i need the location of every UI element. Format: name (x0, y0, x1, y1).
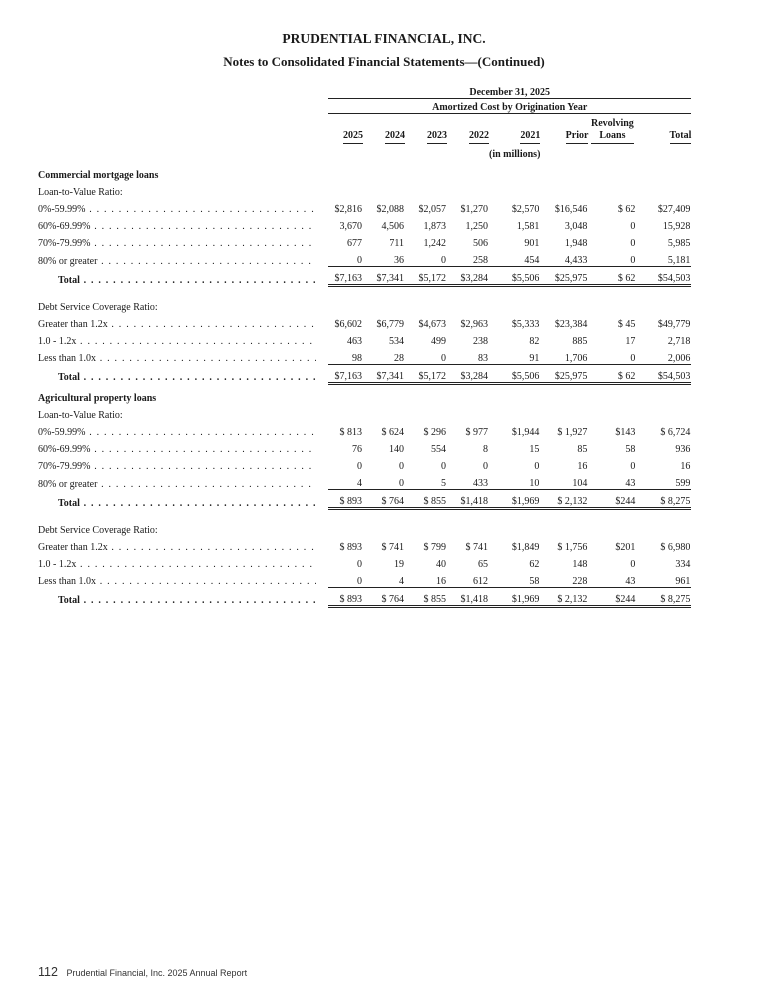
table-row (38, 536, 691, 553)
value-cell: $ 45 (617, 318, 636, 330)
value-cell: 36 (363, 249, 405, 267)
group-title: Debt Service Coverage Ratio: (38, 301, 158, 313)
group-title: Debt Service Coverage Ratio: (38, 524, 158, 536)
value-cell: 5 (405, 472, 447, 490)
row-label: 0%-59.99% . . . (38, 427, 316, 438)
value-cell: 10 (489, 472, 540, 490)
value-cell: 0 (357, 461, 362, 472)
table-row (38, 438, 691, 455)
value-cell: $2,963 (460, 318, 488, 330)
value-cell: $ 855 (405, 490, 447, 509)
value-cell: 8 (483, 444, 488, 455)
value-cell: 433 (447, 472, 489, 490)
table-row (38, 570, 691, 588)
value-cell: 463 (347, 335, 362, 347)
row-label: 70%-79.99% . . . (38, 238, 316, 249)
value-cell: 0 (405, 249, 447, 267)
value-cell: 4 (328, 472, 363, 490)
value-cell: $4,673 (418, 318, 446, 330)
value-cell: $ 624 (381, 427, 404, 438)
value-cell: 677 (347, 238, 362, 249)
value-cell: 599 (636, 472, 691, 490)
loan-credit-quality-table (38, 84, 691, 608)
value-cell: $201 (615, 541, 636, 553)
value-cell: 140 (389, 444, 404, 455)
value-cell: $ 8,275 (636, 587, 691, 606)
value-cell: 228 (540, 570, 588, 588)
total-row (38, 587, 691, 606)
value-cell: 0 (328, 570, 363, 588)
units-label: (in millions) (489, 149, 541, 160)
row-label: 80% or greater . . . (38, 256, 316, 267)
row-label: 60%-69.99% . . . (38, 221, 316, 232)
table-row (38, 455, 691, 472)
value-cell: $ 62 (588, 267, 636, 286)
value-cell: $ 977 (465, 427, 488, 438)
value-cell: $54,503 (636, 364, 691, 383)
column-header: Revolving Loans (588, 114, 636, 145)
value-cell: $16,546 (554, 204, 588, 215)
value-cell: $1,944 (511, 427, 540, 438)
value-cell: $1,418 (447, 587, 489, 606)
value-cell: $ 1,927 (557, 427, 588, 438)
value-cell: 76 (352, 444, 362, 455)
value-cell: $ 6,980 (660, 541, 691, 553)
value-cell: $ 799 (423, 541, 446, 553)
total-row (38, 267, 691, 286)
value-cell: 0 (483, 461, 488, 472)
value-cell: 43 (588, 570, 636, 588)
value-cell: 0 (534, 461, 540, 472)
row-label: 80% or greater . . . (38, 479, 316, 490)
value-cell: $7,341 (363, 267, 405, 286)
value-cell: $2,088 (376, 204, 404, 215)
value-cell: $ 62 (588, 364, 636, 383)
value-cell: $5,172 (405, 364, 447, 383)
value-cell: $1,969 (489, 490, 540, 509)
value-cell: 58 (489, 570, 540, 588)
value-cell: 15 (529, 444, 540, 455)
value-cell: $7,163 (328, 364, 363, 383)
value-cell: 506 (473, 238, 488, 249)
value-cell: 0 (588, 347, 636, 365)
group-title: Loan-to-Value Ratio: (38, 410, 123, 421)
value-cell: $5,172 (405, 267, 447, 286)
value-cell: 5,181 (636, 249, 691, 267)
value-cell: $25,975 (540, 267, 588, 286)
value-cell: $ 764 (363, 587, 405, 606)
value-cell: $1,418 (447, 490, 489, 509)
value-cell: $ 764 (363, 490, 405, 509)
value-cell: 238 (473, 335, 488, 347)
value-cell: 499 (431, 335, 446, 347)
row-label: 70%-79.99% . . . (38, 461, 316, 472)
value-cell: $ 6,724 (660, 427, 691, 438)
table-row (38, 421, 691, 438)
value-cell: $54,503 (636, 267, 691, 286)
table-row (38, 313, 691, 330)
column-header: 2024 (363, 114, 405, 145)
value-cell: 334 (675, 558, 691, 570)
value-cell: $25,975 (540, 364, 588, 383)
table-row (38, 232, 691, 249)
section-title: Agricultural property loans (38, 393, 157, 404)
column-header: Prior (540, 114, 588, 145)
value-cell: 3,048 (564, 221, 588, 232)
value-cell: 0 (405, 347, 447, 365)
value-cell: 82 (529, 335, 540, 347)
value-cell: 104 (540, 472, 588, 490)
table-row (38, 347, 691, 365)
group-header: Amortized Cost by Origination Year (328, 99, 691, 114)
value-cell: 0 (363, 472, 405, 490)
value-cell: $6,602 (334, 318, 362, 330)
total-label: Total . . . (38, 498, 316, 509)
value-cell: $23,384 (554, 318, 588, 330)
value-cell: 1,873 (423, 221, 446, 232)
value-cell: $ 296 (423, 427, 446, 438)
value-cell: $2,816 (334, 204, 362, 215)
value-cell: $ 855 (405, 587, 447, 606)
value-cell: 885 (572, 335, 588, 347)
row-label: Less than 1.0x . . . (38, 353, 316, 364)
value-cell: 19 (394, 558, 404, 570)
value-cell: 0 (630, 221, 636, 232)
value-cell: $1,849 (511, 541, 540, 553)
value-cell: $7,341 (363, 364, 405, 383)
value-cell: 3,670 (339, 221, 362, 232)
row-label: Less than 1.0x . . . (38, 576, 316, 587)
value-cell: 0 (588, 249, 636, 267)
value-cell: $143 (615, 427, 636, 438)
value-cell: 62 (529, 558, 540, 570)
value-cell: 4 (363, 570, 405, 588)
table-row (38, 249, 691, 267)
value-cell: 1,581 (516, 221, 540, 232)
value-cell: 0 (441, 461, 446, 472)
value-cell: 17 (625, 335, 636, 347)
value-cell: 65 (478, 558, 488, 570)
value-cell: 0 (630, 238, 636, 249)
value-cell: $ 1,756 (557, 541, 588, 553)
footer-text: Prudential Financial, Inc. 2025 Annual Report (66, 968, 248, 978)
value-cell: 4,506 (381, 221, 404, 232)
value-cell: 0 (630, 558, 636, 570)
value-cell: $5,506 (489, 267, 540, 286)
value-cell: $244 (588, 587, 636, 606)
value-cell: 901 (524, 238, 540, 249)
value-cell: 534 (389, 335, 404, 347)
value-cell: $ 62 (617, 204, 636, 215)
row-label: Greater than 1.2x . . . (38, 542, 316, 553)
value-cell: 4,433 (540, 249, 588, 267)
page-footer (38, 965, 247, 979)
value-cell: $ 893 (328, 490, 363, 509)
value-cell: $1,270 (460, 204, 488, 215)
value-cell: $3,284 (447, 364, 489, 383)
value-cell: 1,706 (540, 347, 588, 365)
total-label: Total . . . (38, 275, 316, 286)
value-cell: 454 (489, 249, 540, 267)
value-cell: $ 741 (465, 541, 488, 553)
value-cell: $2,057 (418, 204, 446, 215)
value-cell: 1,242 (423, 238, 446, 249)
column-header: Total (636, 114, 691, 145)
value-cell: 258 (447, 249, 489, 267)
value-cell: 28 (363, 347, 405, 365)
group-title: Loan-to-Value Ratio: (38, 187, 123, 198)
value-cell: 91 (489, 347, 540, 365)
value-cell: $244 (588, 490, 636, 509)
column-header: 2022 (447, 114, 489, 145)
column-header: 2025 (328, 114, 363, 145)
column-header: 2023 (405, 114, 447, 145)
value-cell: 0 (399, 461, 404, 472)
total-label: Total . . . (38, 595, 316, 606)
value-cell: $5,333 (511, 318, 540, 330)
value-cell: $5,506 (489, 364, 540, 383)
value-cell: $1,969 (489, 587, 540, 606)
row-label: 0%-59.99% . . . (38, 204, 316, 215)
row-label: 60%-69.99% . . . (38, 444, 316, 455)
value-cell: 5,985 (667, 238, 691, 249)
total-row (38, 490, 691, 509)
value-cell: 554 (431, 444, 446, 455)
value-cell: $49,779 (657, 318, 691, 330)
table-row (38, 215, 691, 232)
value-cell: 40 (436, 558, 446, 570)
value-cell: 2,006 (636, 347, 691, 365)
value-cell: 1,250 (465, 221, 488, 232)
company-title: PRUDENTIAL FINANCIAL, INC. (282, 31, 486, 46)
value-cell: $6,779 (376, 318, 404, 330)
row-label: 1.0 - 1.2x . . . (38, 336, 316, 347)
value-cell: $ 2,132 (540, 587, 588, 606)
value-cell: 15,928 (662, 221, 691, 232)
table-row (38, 330, 691, 347)
value-cell: 58 (625, 444, 636, 455)
value-cell: 0 (630, 461, 636, 472)
value-cell: 0 (357, 558, 362, 570)
row-label: Greater than 1.2x . . . (38, 319, 316, 330)
value-cell: 2,718 (667, 335, 691, 347)
total-row (38, 364, 691, 383)
table-row (38, 198, 691, 215)
table-row (38, 472, 691, 490)
value-cell: 148 (572, 558, 588, 570)
total-label: Total . . . (38, 372, 316, 383)
value-cell: 961 (636, 570, 691, 588)
value-cell: 98 (328, 347, 363, 365)
value-cell: $ 813 (339, 427, 362, 438)
value-cell: $27,409 (657, 204, 691, 215)
value-cell: 711 (389, 238, 404, 249)
value-cell: $ 2,132 (540, 490, 588, 509)
value-cell: 85 (577, 444, 588, 455)
value-cell: 16 (680, 461, 691, 472)
date-header: December 31, 2025 (328, 84, 691, 99)
value-cell: 16 (577, 461, 588, 472)
value-cell: 612 (447, 570, 489, 588)
value-cell: $ 8,275 (636, 490, 691, 509)
value-cell: 43 (588, 472, 636, 490)
value-cell: $ 741 (381, 541, 404, 553)
value-cell: $3,284 (447, 267, 489, 286)
value-cell: 83 (447, 347, 489, 365)
value-cell: 1,948 (564, 238, 588, 249)
value-cell: 16 (405, 570, 447, 588)
value-cell: $7,163 (328, 267, 363, 286)
value-cell: $2,570 (511, 204, 540, 215)
value-cell: 0 (328, 249, 363, 267)
value-cell: 936 (675, 444, 691, 455)
value-cell: $ 893 (339, 541, 362, 553)
column-header: 2021 (489, 114, 540, 145)
page-subtitle: Notes to Consolidated Financial Statements—(Continued) (223, 54, 545, 69)
value-cell: $ 893 (328, 587, 363, 606)
section-title: Commercial mortgage loans (38, 170, 159, 181)
table-row (38, 553, 691, 570)
row-label: 1.0 - 1.2x . . . (38, 559, 316, 570)
page-number: 112 (38, 965, 58, 979)
